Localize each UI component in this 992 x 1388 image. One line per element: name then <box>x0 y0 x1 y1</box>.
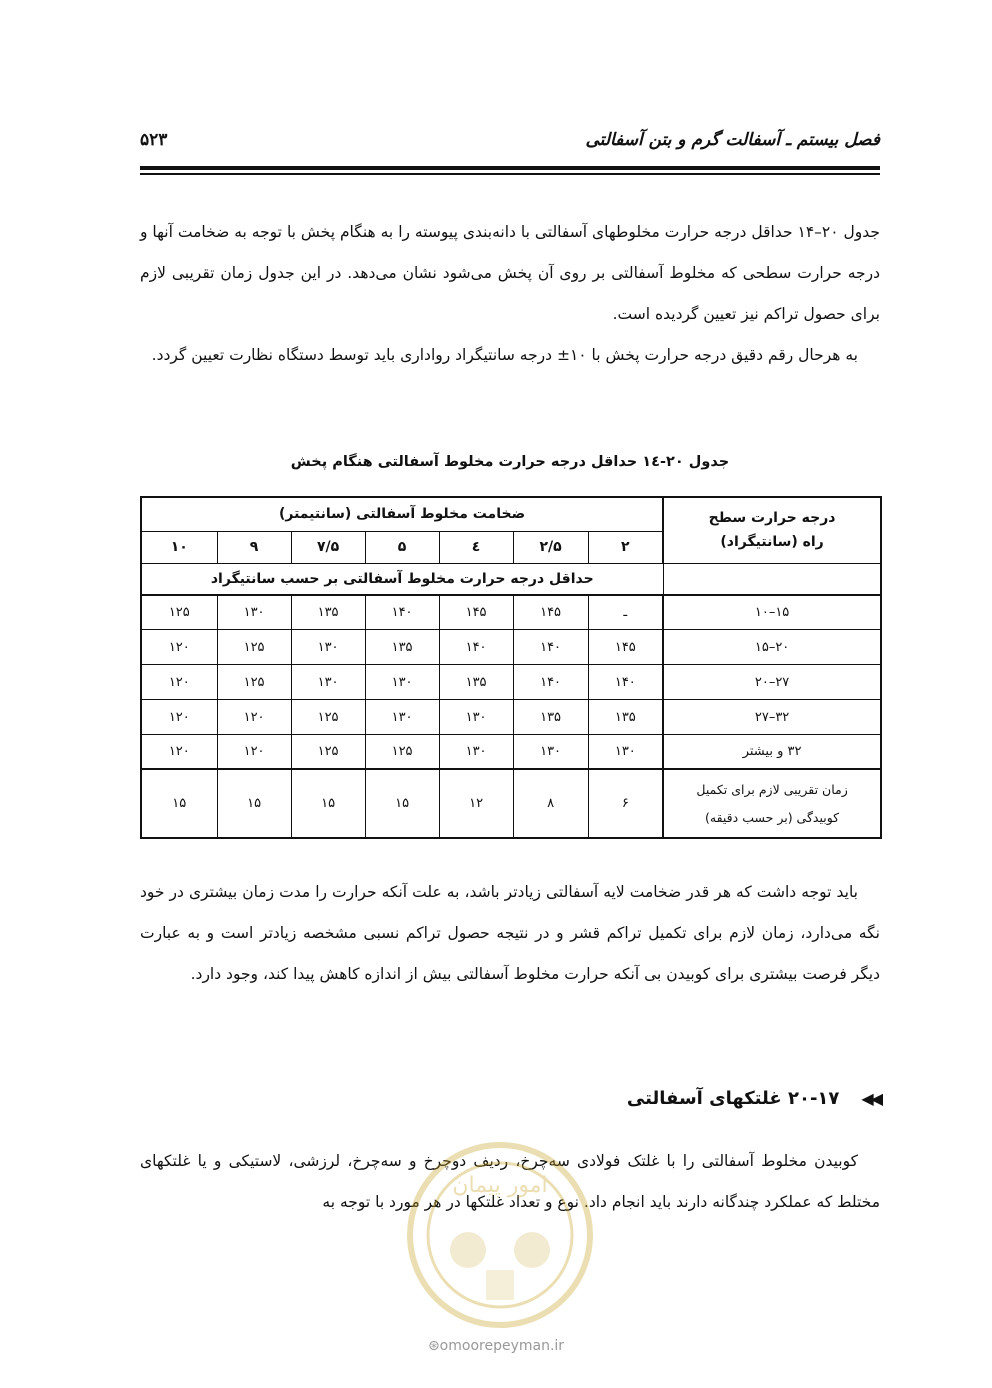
running-header <box>140 126 880 162</box>
thickness-col-7: ۱۰ <box>141 531 217 563</box>
body-paragraph-3 <box>140 872 880 995</box>
cell: ۱۳۰ <box>291 665 365 700</box>
cell: ۱۴۵ <box>439 595 513 630</box>
cell: ۱۳۵ <box>365 630 439 665</box>
cell: ۱۲۰ <box>141 630 217 665</box>
thickness-col-1: ۲ <box>588 531 663 563</box>
cell: ۱۴۰ <box>513 665 588 700</box>
cell: ۱۵ <box>365 769 439 838</box>
cell: ۱۴۰ <box>439 630 513 665</box>
cell: ۱۲۵ <box>141 595 217 630</box>
cell: ۱۲۵ <box>365 734 439 769</box>
section-title: غلتکهای آسفالتی <box>626 1088 782 1109</box>
row-label: ۳۲–۲۷ <box>663 700 881 735</box>
cell: ۱۲۵ <box>217 665 291 700</box>
time-label-line-2: کوبیدگی (بر حسب دقیقه) <box>705 809 840 825</box>
cell: ۱۲۰ <box>217 734 291 769</box>
cell: ۱۵ <box>291 769 365 838</box>
cell: ۶ <box>588 769 663 838</box>
intro-paragraph-1-text: جدول ۲۰–۱۴ حداقل درجه حرارت مخلوطهای آسفالتی با دانه‌بندی پیوسته را به هنگام پخش با توجه به ضخامت آنها و درجه حرارت سطحی که مخلوط آسفالتی بر روی آن پخش می‌شود نشان می‌دهد. در این جدول زمان تقریبی لازم برای حصول تراکم نیز تعیین گردیده است. <box>140 223 880 323</box>
temperature-table <box>140 496 882 839</box>
thickness-col-3: ٤ <box>439 531 513 563</box>
cell: ۱۲ <box>439 769 513 838</box>
cell: ـ <box>588 595 663 630</box>
row-label: ۳۲ و بیشتر <box>663 734 881 769</box>
table-row <box>141 595 881 630</box>
watermark-site: ⊛omoorepeyman.ir <box>427 1338 565 1354</box>
cell: ۱۳۵ <box>291 595 365 630</box>
cell: ۱۴۵ <box>513 595 588 630</box>
seal-gear-left <box>450 1232 486 1268</box>
row-header-title: درجه حرارت سطح راه (سانتیگراد) <box>708 510 836 551</box>
cell: ۱۳۰ <box>365 665 439 700</box>
cell: ۱۲۵ <box>217 630 291 665</box>
thickness-col-5: ۷/۵ <box>291 531 365 563</box>
intro-paragraph-2-text: به هرحال رقم دقیق درجه حرارت پخش با ۱۰± درجه سانتیگراد رواداری باید توسط دستگاه نظارت تعیین گردد. <box>151 346 858 364</box>
intro-paragraph-1 <box>140 212 880 335</box>
row-header-spacer <box>663 563 881 595</box>
cell: ۱۲۵ <box>291 734 365 769</box>
cell: ۱۴۰ <box>365 595 439 630</box>
watermark-site-text: omoorepeyman.ir <box>439 1338 565 1354</box>
row-label: ۲۷–۲۰ <box>663 665 881 700</box>
cell: ۱۳۰ <box>513 734 588 769</box>
thickness-col-4: ۵ <box>365 531 439 563</box>
cell: ۱۲۰ <box>141 734 217 769</box>
cell: ۱۳۵ <box>439 665 513 700</box>
cell: ۱۳۰ <box>588 734 663 769</box>
cell: ۱۳۵ <box>588 700 663 735</box>
cell: ۱۳۰ <box>291 630 365 665</box>
cell: ۱۴۰ <box>588 665 663 700</box>
header-rule-thin <box>140 173 880 175</box>
thickness-title: ضخامت مخلوط آسفالتی (سانتیمتر) <box>141 497 663 531</box>
time-row-label <box>663 769 881 838</box>
thickness-col-6: ۹ <box>217 531 291 563</box>
seal-text: امور پیمان <box>452 1173 548 1198</box>
table-row <box>141 734 881 769</box>
header-rule-thick <box>140 166 880 170</box>
cell: ۱۳۰ <box>439 734 513 769</box>
cell: ۱۲۵ <box>291 700 365 735</box>
table-row <box>141 630 881 665</box>
table-row <box>141 665 881 700</box>
time-label-line-1: زمان تقریبی لازم برای تکمیل <box>696 781 848 797</box>
section-heading <box>627 1088 880 1109</box>
body-paragraph-3-text: باید توجه داشت که هر قدر ضخامت لایه آسفالتی زیادتر باشد، به علت آنکه حرارت را مدت زمان بیشتری در خود نگه می‌دارد، زمان لازم برای تکمیل تراکم قشر و در نتیجه حصول تراکم نسبی مشخصه زیادتر است و به عبارت دیگر فرصت بیشتری برای کوبیدن بی آنکه حرارت مخلوط آسفالتی بیش از اندازه کاهش پیدا کند، وجود دارد. <box>140 883 880 983</box>
section-number: ۲۰-۱۷ <box>787 1088 840 1109</box>
cell: ۱۴۰ <box>513 630 588 665</box>
page-number: ۵۲۳ <box>140 130 168 150</box>
cell: ۱۳۰ <box>217 595 291 630</box>
section-heading-text <box>627 1088 839 1109</box>
cell: ۱۴۵ <box>588 630 663 665</box>
cell: ۱۲۰ <box>141 665 217 700</box>
double-chevron-icon: ◀◀ <box>861 1089 880 1108</box>
cell: ۱۳۵ <box>513 700 588 735</box>
cell: ۸ <box>513 769 588 838</box>
row-label: ۱۵–۱۰ <box>663 595 881 630</box>
cell: ۱۲۰ <box>141 700 217 735</box>
cell: ۱۲۰ <box>217 700 291 735</box>
table-caption: جدول ۲۰-۱٤ حداقل درجه حرارت مخلوط آسفالتی هنگام پخش <box>290 454 730 470</box>
thickness-col-2: ۲/۵ <box>513 531 588 563</box>
row-header-title-cell <box>663 497 881 563</box>
time-row <box>141 769 881 838</box>
intro-paragraph-2 <box>140 335 880 376</box>
cell: ۱۵ <box>217 769 291 838</box>
table-row <box>141 700 881 735</box>
closing-paragraph-text: کوبیدن مخلوط آسفالتی را با غلتک فولادی سه‌چرخ، ردیف دوچرخ و سه‌چرخ، لرزشی، لاستیکی و یا غلتکهای مختلط که عملکرد چندگانه دارند باید انجام داد. نوع و تعداد غلتکها در هر مورد با توجه به <box>140 1152 880 1211</box>
seal-building <box>486 1270 514 1300</box>
cell: ۱۳۰ <box>439 700 513 735</box>
cell: ۱۳۰ <box>365 700 439 735</box>
seal-gear-right <box>514 1232 550 1268</box>
row-label: ۲۰–۱۵ <box>663 630 881 665</box>
cell: ۱۵ <box>141 769 217 838</box>
watermark-seal <box>378 1132 622 1338</box>
temperature-subheader: حداقل درجه حرارت مخلوط آسفالتی بر حسب سانتیگراد <box>141 563 663 595</box>
chapter-title: فصل بیستم ـ آسفالت گرم و بتن آسفالتی <box>585 130 880 150</box>
